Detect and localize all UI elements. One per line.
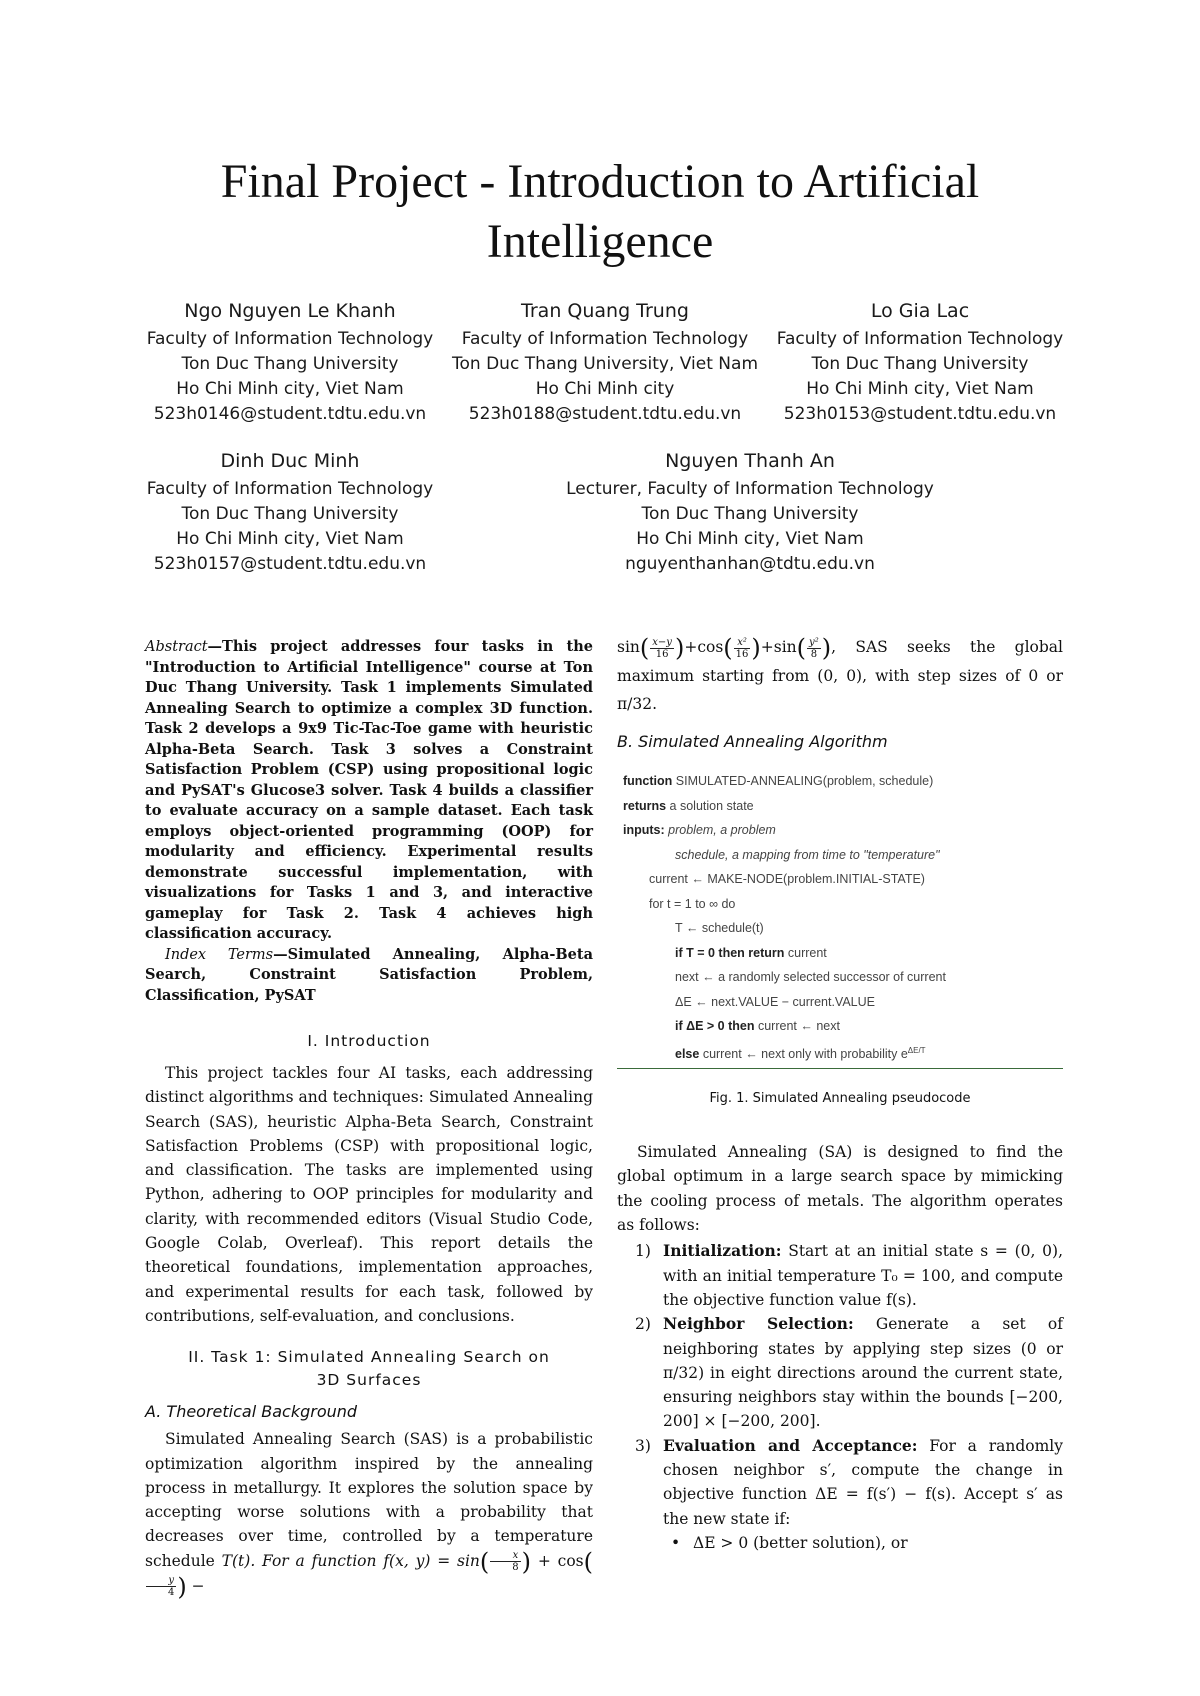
author-dept: Faculty of Information Technology: [776, 329, 1064, 349]
author-city: Ho Chi Minh city, Viet Nam: [176, 379, 404, 399]
figure-caption: Fig. 1. Simulated Annealing pseudocode: [709, 1091, 971, 1107]
author-name: Tran Quang Trung: [521, 300, 689, 322]
section-heading-task1: [145, 1346, 593, 1392]
algorithm-figure: [617, 769, 1063, 1066]
author-univ: Ton Duc Thang University: [811, 354, 1029, 374]
algo-line-5: current ← MAKE-NODE(problem.INITIAL-STATE): [649, 872, 925, 886]
fraction-x-minus-y-16: $\frac{x-y}{16}$: [652, 636, 672, 660]
author-block-1: [140, 298, 440, 427]
function-continuation: sin( $\frac{x-y}{16}$ )+cos( $\frac{\text{x²}}{16}$ )+sin( $\frac{\text{y²}}{8}$ ), SAS seeks the global maximum starting from (0, 0), with step sizes of 0 or π/32.: [617, 634, 1064, 713]
author-univ: Ton Duc Thang University: [641, 504, 859, 524]
author-email[interactable]: 523h0153@student.tdtu.edu.vn: [783, 404, 1057, 424]
fraction-y2-8: $\frac{\text{y²}}{8}$: [809, 636, 819, 660]
left-column: [145, 637, 593, 1599]
list-item: 3) Evaluation and Acceptance: For a randomly chosen neighbor s′, compute the change in objective function ΔE = f(s′) − f(s). Accept s′ as the new state if: • ΔE > 0 (better solution), or: [617, 1434, 1063, 1555]
theory-paragraph: Simulated Annealing Search (SAS) is a probabilistic optimization algorithm inspired by the annealing process in metallurgy. It explores the solution space by accepting worse solutions with a probability that decreases over time, controlled by a temperature schedule T(t). For a function f(x, y) = sin( $\frac{x}{8}$ ) + cos( $\frac{y}{4}$ ) −: [145, 1430, 593, 1601]
algo-line-7: T ← schedule(t): [675, 921, 764, 935]
bullet-item: • ΔE > 0 (better solution), or: [663, 1531, 1063, 1555]
paper-title: [0, 152, 1200, 272]
author-dept: Lecturer, Faculty of Information Technology: [566, 479, 934, 499]
fraction-x-8: $\frac{x}{8}$: [490, 1550, 520, 1573]
abstract: Abstract—This project addresses four tasks in the "Introduction to Artificial Intelligence" course at Ton Duc Thang University. Task 1 implements Simulated Annealing Search to optimize a complex 3D function. Task 2 develops a 9x9 Tic-Tac-Toe game with heuristic Alpha-Beta Search. Task 3 solves a Constraint Satisfaction Problem (CSP) using propositional logic and PySAT's Glucose3 solver. Task 4 builds a classifier to evaluate accuracy on a sample dataset. Each task employs object-oriented programming (OOP) for modularity and efficiency. Experimental results demonstrate successful implementation, with visualizations for Tasks 1 and 3, and interactive gameplay for Task 2. Task 4 achieves high classification accuracy.: [145, 638, 593, 942]
author-block-2: [450, 298, 760, 427]
author-block-5: [550, 448, 950, 577]
title-line-1: Final Project - Introduction to Artificial: [220, 155, 980, 208]
abstract-text: This project addresses four tasks in the "Introduction to Artificial Intelligence" course at Ton Duc Thang University. Task 1 implements Simulated Annealing Search to optimize a complex 3D function. Task 2 develops a 9x9 Tic-Tac-Toe game with heuristic Alpha-Beta Search. Task 3 solves a Constraint Satisfaction Problem (CSP) using propositional logic and PySAT's Glucose3 solver. Task 4 builds a classifier to evaluate accuracy on a sample dataset. Each task employs object-oriented programming (OOP) for modularity and efficiency. Experimental results demonstrate successful implementation, with visualizations for Tasks 1 and 3, and interactive gameplay for Task 2. Task 4 achieves high classification accuracy.: [145, 638, 593, 942]
author-email[interactable]: 523h0157@student.tdtu.edu.vn: [153, 554, 427, 574]
algo-line-8: if T = 0 then return current: [675, 945, 827, 960]
author-name: Lo Gia Lac: [870, 300, 970, 322]
function-def: f(x, y) = sin: [383, 1551, 480, 1570]
index-terms-lead: Index Terms: [165, 946, 274, 963]
algo-line-3: inputs: problem, a problem: [623, 823, 776, 837]
algo-line-10: ΔE ← next.VALUE − current.VALUE: [675, 994, 875, 1009]
author-block-3: [770, 298, 1070, 427]
sa-intro-paragraph: Simulated Annealing (SA) is designed to find the global optimum in a large search space by mimicking the cooling process of metals. The algorithm operates as follows:: [617, 1143, 1063, 1235]
author-univ: Ton Duc Thang University: [181, 504, 399, 524]
algo-line-2: returns a solution state: [623, 798, 754, 813]
author-city: Ho Chi Minh city, Viet Nam: [636, 529, 864, 549]
author-name: Ngo Nguyen Le Khanh: [184, 300, 396, 322]
author-dept: Faculty of Information Technology: [146, 329, 434, 349]
author-block-4: [140, 448, 440, 577]
author-city: Ho Chi Minh city: [535, 379, 675, 399]
section-heading-line-1: II. Task 1: Simulated Annealing Search on: [188, 1348, 550, 1367]
list-item: 2) Neighbor Selection: Generate a set of neighboring states by applying step sizes (0 or π/32) in eight directions around the current state, ensuring neighbors stay within the bounds [−200, 200] × [−200, 200].: [635, 1314, 1063, 1431]
index-terms: Index Terms—Simulated Annealing, Alpha-Beta Search, Constraint Satisfaction Problem, Classification, PySAT: [145, 945, 593, 1004]
subsection-heading-b: B. Simulated Annealing Algorithm: [617, 732, 888, 751]
algo-line-4: schedule, a mapping from time to "temperature": [675, 847, 940, 862]
list-item: 1) Initialization: Start at an initial state s = (0, 0), with an initial temperature T₀ = 100, and compute the objective function value f(s).: [635, 1241, 1063, 1309]
author-email[interactable]: 523h0146@student.tdtu.edu.vn: [153, 404, 427, 424]
index-terms-text: Simulated Annealing, Alpha-Beta Search, Constraint Satisfaction Problem, Classification, PySAT: [145, 945, 593, 1004]
algo-line-6: for t = 1 to ∞ do: [649, 896, 736, 911]
theory-tail: T(t). For a function: [221, 1551, 377, 1570]
algo-line-11: if ΔE > 0 then current ← next: [675, 1019, 840, 1033]
function-continuation-text: SAS seeks the global maximum starting from (0, 0), with step sizes of 0 or π/32.: [617, 638, 1064, 713]
right-column: [617, 633, 1063, 1555]
title-line-2: Intelligence: [486, 215, 714, 268]
algo-line-1: function SIMULATED-ANNEALING(problem, schedule): [623, 774, 934, 788]
algo-line-9: next ← a randomly selected successor of current: [675, 970, 946, 984]
author-email[interactable]: nguyenthanhan@tdtu.edu.vn: [625, 554, 875, 574]
author-dept: Faculty of Information Technology: [461, 329, 749, 349]
author-dept: Faculty of Information Technology: [146, 479, 434, 499]
intro-paragraph: This project tackles four AI tasks, each addressing distinct algorithms and techniques: Simulated Annealing Search (SAS), heuristic Alpha-Beta Search, Constraint Satisfaction Problems (CSP) with propositional logic, and classification. The tasks are implemented using Python, adhering to OOP principles for modularity and clarity, with recommended editors (Visual Studio Code, Google Colab, Overleaf). This report details the theoretical foundations, implementation approaches, and experimental results for each task, followed by contributions, self-evaluation, and conclusions.: [145, 1064, 593, 1325]
author-univ: Ton Duc Thang University: [181, 354, 399, 374]
fraction-y-4: $\frac{y}{4}$: [146, 1575, 176, 1598]
author-name: Nguyen Thanh An: [665, 450, 835, 472]
theory-text: Simulated Annealing Search (SAS) is a probabilistic optimization algorithm inspired by the annealing process in metallurgy. It explores the solution space by accepting worse solutions with a probability that decreases over time, controlled by a temperature schedule: [145, 1430, 593, 1570]
author-city: Ho Chi Minh city, Viet Nam: [176, 529, 404, 549]
sa-steps-list: [617, 1239, 1063, 1555]
fraction-x2-16: $\frac{\text{x²}}{16}$: [735, 636, 749, 660]
author-city: Ho Chi Minh city, Viet Nam: [806, 379, 1034, 399]
subsection-heading-a: A. Theoretical Background: [145, 1402, 358, 1422]
section-heading-line-2: 3D Surfaces: [316, 1371, 422, 1390]
author-univ: Ton Duc Thang University, Viet Nam: [452, 354, 758, 374]
author-email[interactable]: 523h0188@student.tdtu.edu.vn: [468, 404, 742, 424]
figure-rule: [617, 1068, 1063, 1069]
section-heading-introduction: I. Introduction: [307, 1032, 431, 1050]
author-name: Dinh Duc Minh: [220, 450, 360, 472]
abstract-lead: Abstract: [145, 639, 208, 655]
algo-line-12: else current ← next only with probability $e^{\Delta E/T}$: [675, 1045, 926, 1061]
